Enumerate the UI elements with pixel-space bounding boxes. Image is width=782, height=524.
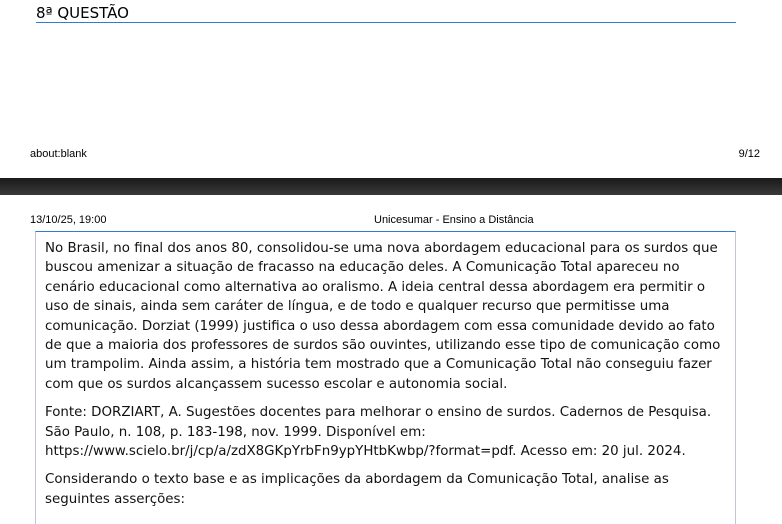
source-url: https://www.scielo.br/j/cp/a/zdX8GKpYrbFn9ypYHtbKwbp/?format=pdf — [45, 444, 513, 460]
footer-url: about:blank — [30, 148, 87, 160]
page-separator — [0, 178, 782, 195]
header-title: Unicesumar - Ensino a Distância — [374, 214, 534, 226]
source-access: . Acesso em: 20 jul. 2024. — [512, 444, 686, 460]
source-text: Fonte: DORZIART, A. Sugestões docentes para melhorar o ensino de surdos. Cadernos de Pesquisa. São Paulo, n. 108, p. 183-198, nov. 1999. Disponível em: — [45, 405, 712, 440]
footer-page-number: 9/12 — [738, 148, 760, 160]
question-title: 8ª QUESTÃO — [36, 4, 736, 23]
source-citation — [45, 403, 727, 461]
instruction-text: Considerando o texto base e as implicações da abordagem da Comunicação Total, analise as seguintes asserções: — [45, 472, 669, 507]
base-text-paragraph: No Brasil, no final dos anos 80, consolidou-se uma nova abordagem educacional para os surdos que buscou amenizar a situação de fracasso na educação deles. A Comunicação Total apareceu no cenário educacional como alternativa ao oralismo. A ideia central dessa abordagem era permitir o uso de sinais, ainda sem caráter de língua, e de todo e qualquer recurso que permitisse uma comunicação. Dorziat (1999) justifica o uso dessa abordagem com essa comunidade devido ao fato de que a maioria dos professores de surdos são ouvintes, utilizando esse tipo de comunicação como um trampolim. Ainda assim, a história tem mostrado que a Comunicação Total não conseguiu fazer com que os surdos alcançassem sucesso escolar e autonomia social. — [45, 241, 721, 392]
header-datetime: 13/10/25, 19:00 — [30, 214, 107, 226]
question-content-box — [35, 231, 736, 524]
